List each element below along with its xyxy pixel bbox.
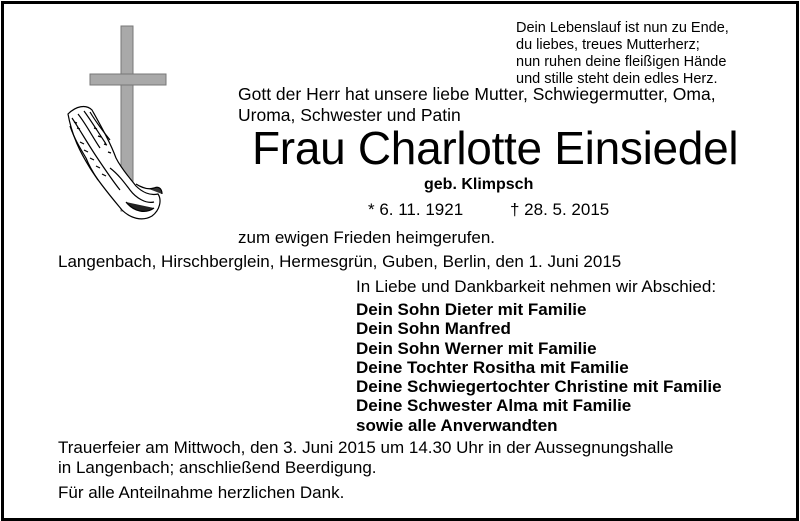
mourner-item: Deine Schwester Alma mit Familie bbox=[356, 396, 632, 416]
called-home-text: zum ewigen Frieden heimgerufen. bbox=[238, 228, 496, 247]
birth-date: * 6. 11. 1921 bbox=[368, 200, 464, 219]
poem bbox=[516, 20, 729, 88]
intro-text bbox=[238, 84, 716, 126]
mourner-item: Dein Sohn Manfred bbox=[356, 319, 511, 339]
maiden-name: geb. Klimpsch bbox=[424, 176, 534, 193]
deceased-name: Frau Charlotte Einsiedel bbox=[252, 122, 739, 174]
poem-line: nun ruhen deine fleißigen Hände bbox=[516, 54, 727, 70]
memorial-symbol bbox=[50, 18, 170, 228]
mourner-item: sowie alle Anverwandten bbox=[356, 415, 558, 435]
mourner-item: Deine Schwiegertochter Christine mit Familie bbox=[356, 377, 722, 397]
intro-line: Uroma, Schwester und Patin bbox=[238, 105, 461, 125]
poem-line: und stille steht dein edles Herz. bbox=[516, 71, 718, 87]
thanks-text: Für alle Anteilnahme herzlichen Dank. bbox=[58, 483, 345, 502]
service-line: in Langenbach; anschließend Beerdigung. bbox=[58, 458, 377, 477]
death-date: † 28. 5. 2015 bbox=[510, 200, 610, 219]
mourner-item: Dein Sohn Werner mit Familie bbox=[356, 338, 597, 358]
poem-line: du liebes, treues Mutterherz; bbox=[516, 37, 700, 53]
mourner-item: Deine Tochter Rositha mit Familie bbox=[356, 357, 629, 377]
mourner-item: Dein Sohn Dieter mit Familie bbox=[356, 300, 587, 319]
poem-line: Dein Lebenslauf ist nun zu Ende, bbox=[516, 20, 729, 36]
intro-line: Gott der Herr hat unsere liebe Mutter, Schwiegermutter, Oma, bbox=[238, 84, 716, 104]
praying-hands-icon bbox=[68, 107, 162, 219]
place-date: Langenbach, Hirschberglein, Hermesgrün, Guben, Berlin, den 1. Juni 2015 bbox=[58, 252, 622, 271]
service-line: Trauerfeier am Mittwoch, den 3. Juni 2015 um 14.30 Uhr in der Aussegnungshalle bbox=[58, 438, 674, 457]
funeral-service-info bbox=[58, 438, 674, 478]
mourners-list bbox=[356, 300, 722, 435]
farewell-text: In Liebe und Dankbarkeit nehmen wir Abschied: bbox=[356, 277, 717, 296]
